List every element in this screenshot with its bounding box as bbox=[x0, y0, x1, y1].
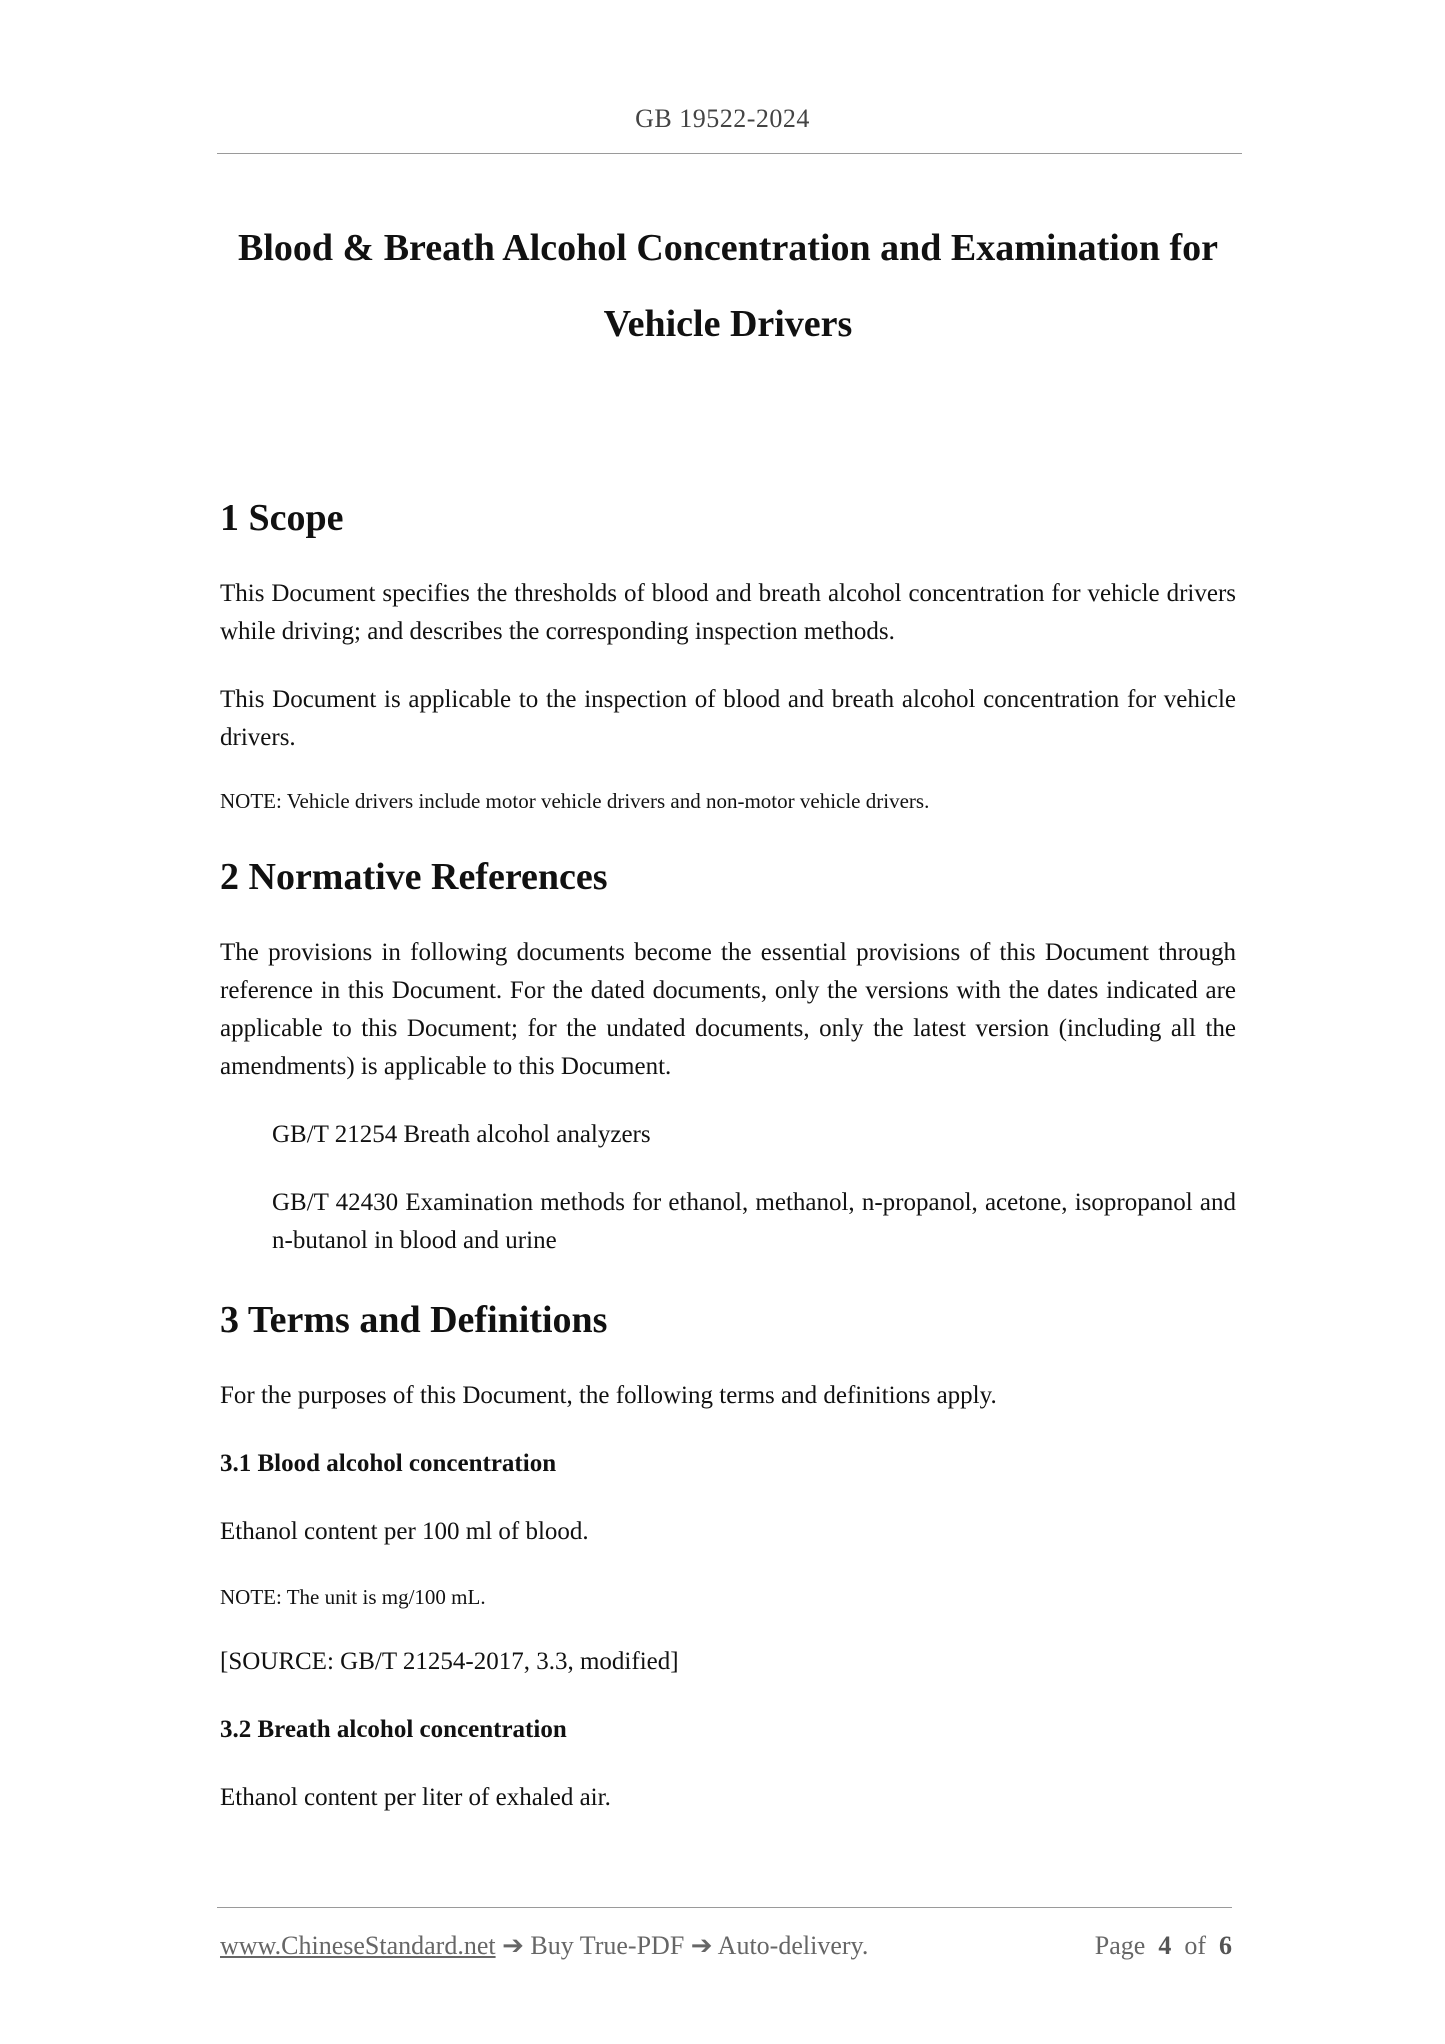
header-divider bbox=[217, 153, 1242, 154]
section-heading-terms: 3 Terms and Definitions bbox=[220, 1299, 608, 1341]
title-line-2: Vehicle Drivers bbox=[603, 303, 853, 345]
term-1-heading: 3.1 Blood alcohol concentration bbox=[220, 1450, 557, 1477]
terms-intro: For the purposes of this Document, the following terms and definitions apply. bbox=[220, 1382, 997, 1409]
term-2-definition: Ethanol content per liter of exhaled air. bbox=[220, 1784, 611, 1811]
reference-item-2: GB/T 42430 Examination methods for ethanol, methanol, n-propanol, acetone, isopropanol and n-butanol in blood and urine bbox=[272, 1189, 1236, 1254]
arrow-right-icon: ➔ bbox=[502, 1931, 524, 1960]
scope-paragraph-2: This Document is applicable to the inspection of blood and breath alcohol concentration for vehicle drivers. bbox=[220, 686, 1236, 751]
references-paragraph: The provisions in following documents become the essential provisions of this Document through reference in this Document. For the dated documents, only the versions with the dates indicated are applicable to this Document; for the undated documents, only the latest version (including all the amendments) is applicable to this Document. bbox=[220, 939, 1236, 1080]
page-content bbox=[220, 200, 1236, 1817]
section-heading-scope: 1 Scope bbox=[220, 497, 344, 539]
term-1-note: NOTE: The unit is mg/100 mL. bbox=[220, 1585, 486, 1609]
scope-paragraph-1: This Document specifies the thresholds of blood and breath alcohol concentration for vehicle drivers while driving; and describes the corresponding inspection methods. bbox=[220, 580, 1236, 645]
scope-note: NOTE: Vehicle drivers include motor vehicle drivers and non-motor vehicle drivers. bbox=[220, 789, 930, 813]
of-label: of bbox=[1184, 1931, 1206, 1960]
term-1-definition: Ethanol content per 100 ml of blood. bbox=[220, 1518, 589, 1545]
buy-pdf-text: Buy True-PDF bbox=[530, 1931, 685, 1960]
arrow-right-icon: ➔ bbox=[690, 1931, 713, 1960]
footer-divider bbox=[217, 1907, 1232, 1908]
auto-delivery-text: Auto-delivery. bbox=[717, 1931, 869, 1960]
reference-item-1: GB/T 21254 Breath alcohol analyzers bbox=[272, 1121, 651, 1148]
page-total: 6 bbox=[1219, 1931, 1232, 1960]
title-line-1: Blood & Breath Alcohol Concentration and Examination for bbox=[238, 227, 1218, 269]
term-2-heading: 3.2 Breath alcohol concentration bbox=[220, 1716, 567, 1743]
site-link[interactable]: www.ChineseStandard.net bbox=[220, 1931, 496, 1960]
page-indicator bbox=[1095, 1928, 1232, 1964]
page-footer bbox=[220, 1928, 1232, 1964]
section-heading-references: 2 Normative References bbox=[220, 856, 608, 898]
footer-promo bbox=[220, 1928, 868, 1964]
document-title bbox=[220, 200, 1236, 380]
page-label: Page bbox=[1094, 1931, 1146, 1960]
term-1-source: [SOURCE: GB/T 21254-2017, 3.3, modified] bbox=[220, 1648, 679, 1675]
header-doc-code: GB 19522-2024 bbox=[635, 104, 810, 133]
page-current: 4 bbox=[1158, 1931, 1172, 1960]
